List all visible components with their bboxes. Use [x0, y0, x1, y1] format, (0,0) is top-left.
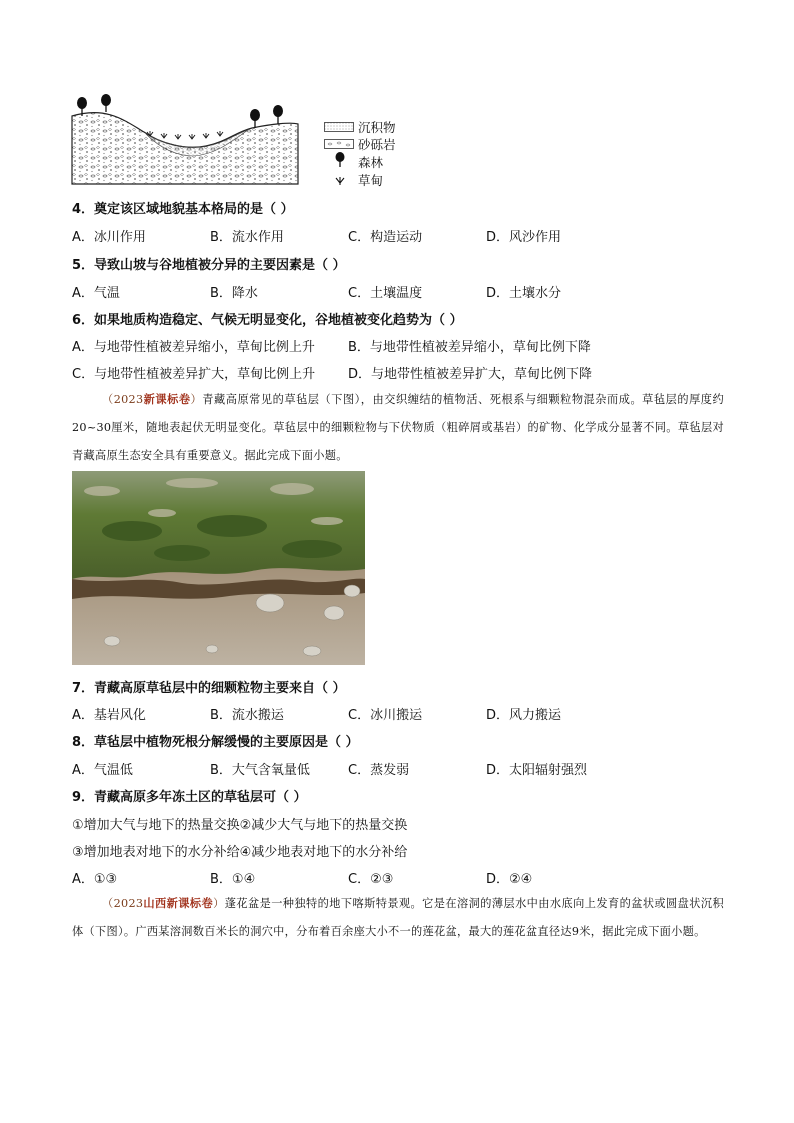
diagram-legend	[322, 118, 442, 190]
passage2-text: 蓬花盆是一种独特的地下喀斯特景观。它是在溶洞的薄层水中由水底向上发育的盆状或圆盘状沉积体（下图）。广西某溶洞数百米长的洞穴中，分布着百余座大小不一的莲花盆，最大的莲花盆直径达9米，据此完成下面小题。	[72, 897, 724, 938]
q5-option-a[interactable]: A．气温	[72, 286, 120, 301]
q9-option-b[interactable]: B．①④	[210, 872, 256, 887]
q9-statement-line-1: ①增加大气与地下的热量交换②减少大气与地下的热量交换	[72, 818, 408, 833]
q9-option-d[interactable]: D．②④	[486, 872, 533, 887]
q5-option-c[interactable]: C．土壤温度	[348, 286, 423, 301]
q7-option-d[interactable]: D．风力搬运	[486, 708, 562, 723]
passage1-source-prefix: （2023	[102, 393, 144, 406]
q9-option-c[interactable]: C．②③	[348, 872, 394, 887]
q8-option-a[interactable]: A．气温低	[72, 763, 133, 778]
q9-option-a[interactable]: A．①③	[72, 872, 118, 887]
passage2-source-prefix: （2023	[102, 897, 144, 910]
passage2-source-name: 山西新课标卷	[143, 896, 214, 910]
question-7-stem: 7．青藏高原草毡层中的细颗粒物主要来自（ ）	[72, 681, 346, 696]
gravel-legend-swatch	[324, 139, 354, 149]
legend-label-sediment: 沉积物	[358, 120, 396, 135]
q8-option-d[interactable]: D．太阳辐射强烈	[486, 763, 588, 778]
q6-option-d[interactable]: D．与地带性植被差异扩大，草甸比例下降	[348, 367, 593, 382]
passage1-source-name: 新课标卷	[143, 392, 191, 406]
forest-legend-icon	[334, 152, 346, 168]
q5-option-b[interactable]: B．降水	[210, 286, 258, 301]
q7-option-b[interactable]: B．流水搬运	[210, 708, 284, 723]
passage-lotus-basin	[72, 889, 724, 946]
q6-option-a[interactable]: A．与地带性植被差异缩小，草甸比例上升	[72, 340, 315, 355]
legend-label-forest: 森林	[358, 155, 384, 170]
q4-option-a[interactable]: A．冰川作用	[72, 230, 146, 245]
passage2-source-suffix: ）	[213, 897, 225, 910]
question-6-stem: 6．如果地质构造稳定、气候无明显变化，谷地植被变化趋势为（ ）	[72, 313, 463, 328]
passage1-source-suffix: ）	[190, 393, 203, 406]
question-5-stem: 5．导致山坡与谷地植被分异的主要因素是（ ）	[72, 258, 346, 273]
turf-layer-photo	[72, 471, 365, 665]
meadow-legend-icon	[334, 172, 346, 186]
legend-label-meadow: 草甸	[358, 173, 384, 188]
valley-cross-section-diagram	[66, 92, 316, 190]
q9-statement-line-2: ③增加地表对地下的水分补给④减少地表对地下的水分补给	[72, 845, 408, 860]
q5-option-d[interactable]: D．土壤水分	[486, 286, 562, 301]
q4-option-c[interactable]: C．构造运动	[348, 230, 423, 245]
passage1-text: 青藏高原常见的草毡层（下图），由交织缠结的植物活、死根系与细颗粒物混杂而成。草毡层的厚度约20~30厘米，随地表起伏无明显变化。草毡层中的细颗粒物与下伏物质（粗碎屑或基岩）的矿物、化学成分显著不同。草毡层对青藏高原生态安全具有重要意义。据此完成下面小题。	[72, 393, 725, 462]
legend-label-gravel: 砂砾岩	[358, 137, 396, 152]
q7-option-a[interactable]: A．基岩风化	[72, 708, 146, 723]
passage-caodian	[72, 385, 724, 470]
q7-option-c[interactable]: C．冰川搬运	[348, 708, 423, 723]
q4-option-d[interactable]: D．风沙作用	[486, 230, 562, 245]
q8-option-c[interactable]: C．蒸发弱	[348, 763, 410, 778]
meadow-grass-icon	[147, 131, 223, 139]
question-8-stem: 8．草毡层中植物死根分解缓慢的主要原因是（ ）	[72, 735, 359, 750]
sediment-legend-swatch	[324, 122, 354, 132]
q4-option-b[interactable]: B．流水作用	[210, 230, 284, 245]
q6-option-c[interactable]: C．与地带性植被差异扩大，草甸比例上升	[72, 367, 316, 382]
question-4-stem: 4．奠定该区域地貌基本格局的是（ ）	[72, 202, 294, 217]
q6-option-b[interactable]: B．与地带性植被差异缩小，草甸比例下降	[348, 340, 591, 355]
q8-option-b[interactable]: B．大气含氧量低	[210, 763, 310, 778]
question-9-stem: 9．青藏高原多年冻土区的草毡层可（ ）	[72, 790, 307, 805]
